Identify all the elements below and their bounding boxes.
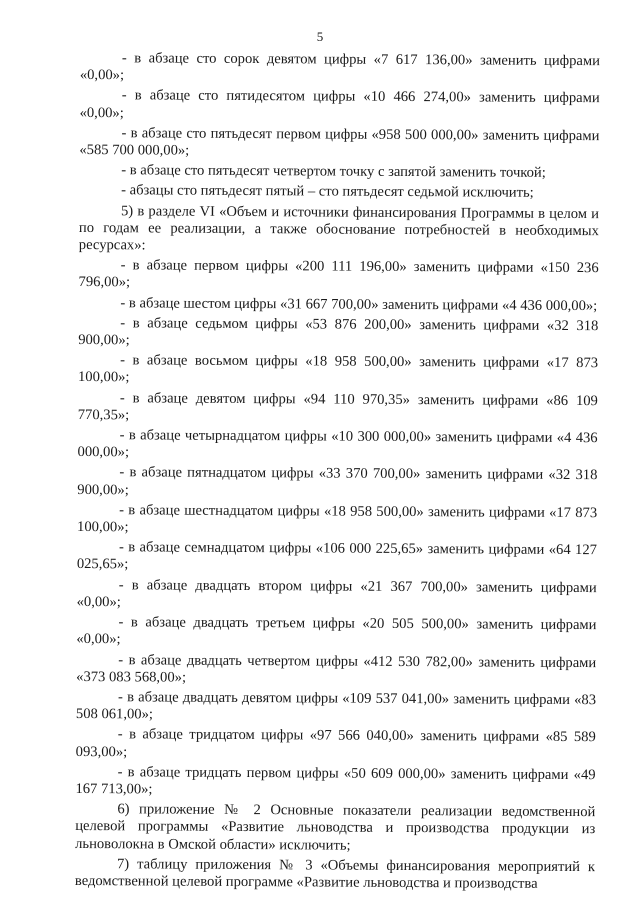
document-paragraph: - в абзаце шестом цифры «31 667 700,00» заменить цифрами «4 436 000,00»; — [120, 294, 598, 314]
document-paragraph: 7) таблицу приложения № 3 «Объемы финансирования мероприятий к ведомственной целевой программе «Развитие льноводства и производства — [74, 855, 596, 892]
document-paragraph: - в абзаце двадцать третьем цифры «20 505 500,00» заменить цифрами «0,00»; — [76, 614, 597, 648]
document-paragraph: - в абзаце сто пятьдесят четвертом точку с запятой заменить точкой; — [121, 162, 546, 182]
document-paragraph: - в абзаце семнадцатом цифры «106 000 225,65» заменить цифрами «64 127 025,65»; — [76, 539, 598, 573]
document-paragraph: 5) в разделе VI «Объем и источники финансирования Программы в целом и по годам ее реализации, а также обоснование потребностей в необходимых ресурсах»: — [78, 202, 600, 254]
document-paragraph: - в абзаце восьмом цифры «18 958 500,00» заменить цифрами «17 873 100,00»; — [77, 352, 599, 386]
document-paragraph: - в абзаце тридцать первом цифры «50 609 000,00» заменить цифрами «49 167 713,00»; — [75, 763, 596, 798]
document-paragraph: - абзацы сто пятьдесят пятый – сто пятьдесят седьмой исключить; — [121, 182, 534, 202]
document-paragraph: - в абзаце четырнадцатом цифры «10 300 000,00» заменить цифрами «4 436 000,00»; — [77, 427, 598, 461]
document-paragraph: - в абзаце шестнадцатом цифры «18 958 500,00» заменить цифрами «17 873 100,00»; — [77, 502, 598, 536]
document-paragraph: - в абзаце первом цифры «200 111 196,00» заменить цифрами «150 236 796,00»; — [78, 257, 599, 291]
document-paragraph: - в абзаце девятом цифры «94 110 970,35» заменить цифрами «86 109 770,35»; — [77, 389, 598, 424]
document-paragraph: - в абзаце двадцать четвертом цифры «412 530 782,00» заменить цифрами «373 083 568,00»; — [76, 651, 597, 686]
document-paragraph: - в абзаце пятнадцатом цифры «33 370 700,00» заменить цифрами «32 318 900,00»; — [77, 464, 598, 498]
document-paragraph: - в абзаце тридцатом цифры «97 566 040,00» заменить цифрами «85 589 093,00»; — [75, 726, 596, 760]
document-body — [75, 50, 600, 896]
document-paragraph: - в абзаце сто пятидесятом цифры «10 466 274,00» заменить цифрами «0,00»; — [79, 87, 600, 121]
page-number: 5 — [316, 29, 324, 44]
document-paragraph: - в абзаце сто сорок девятом цифры «7 617 136,00» заменить цифрами «0,00»; — [79, 50, 600, 84]
document-paragraph: 6) приложение № 2 Основные показатели реализации ведомственной целевой программы «Развитие льноводства и производства продукции из льноволокна в Омской области» исключить; — [75, 801, 596, 854]
document-paragraph: - в абзаце двадцать втором цифры «21 367 700,00» заменить цифрами «0,00»; — [76, 576, 597, 611]
document-paragraph: - в абзаце двадцать девятом цифры «109 537 041,00» заменить цифрами «83 508 061,00»; — [75, 689, 597, 723]
document-paragraph: - в абзаце седьмом цифры «53 876 200,00» заменить цифрами «32 318 900,00»; — [78, 315, 599, 349]
document-paragraph: - в абзаце сто пятьдесят первом цифры «958 500 000,00» заменить цифрами «585 700 000,00»; — [79, 125, 600, 159]
